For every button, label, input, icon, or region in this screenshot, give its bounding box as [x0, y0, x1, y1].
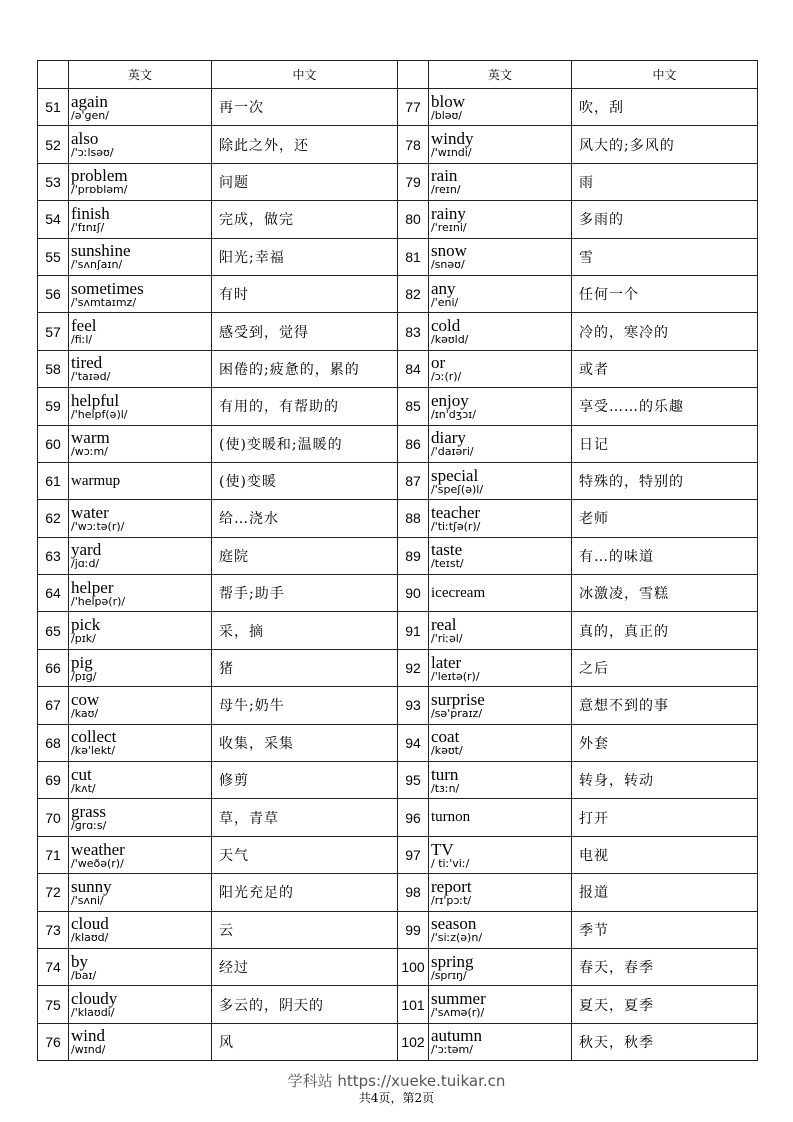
entry-chinese: 阳光充足的: [212, 874, 398, 911]
entry-number: 53: [38, 163, 69, 200]
table-row: [38, 462, 758, 499]
english-word: helper: [71, 577, 114, 597]
entry-number: 86: [398, 425, 429, 462]
phonetic-transcription: /'wɪndi/: [431, 146, 472, 160]
table-row: [38, 313, 758, 350]
header-chinese: 中文: [572, 61, 758, 89]
entry-english: [69, 537, 212, 574]
english-word: warmup: [71, 472, 121, 489]
entry-english: [69, 986, 212, 1023]
entry-english: [429, 762, 572, 799]
english-word: turn: [431, 764, 459, 784]
entry-number: 84: [398, 350, 429, 387]
english-word: finish: [71, 203, 110, 223]
entry-number: 66: [38, 649, 69, 686]
entry-english: [69, 163, 212, 200]
phonetic-transcription: /rɪ'pɔːt/: [431, 893, 472, 907]
table-row: [38, 911, 758, 948]
entry-number: 99: [398, 911, 429, 948]
table-row: [38, 126, 758, 163]
entry-english: [429, 836, 572, 873]
entry-english: [69, 350, 212, 387]
english-word: grass: [71, 802, 106, 822]
table-row: [38, 986, 758, 1023]
entry-english: [69, 388, 212, 425]
entry-english: [429, 89, 572, 126]
entry-english: [69, 762, 212, 799]
header-english: 英文: [429, 61, 572, 89]
entry-english: [69, 275, 212, 312]
english-word: water: [71, 502, 109, 522]
entry-chinese: 电视: [572, 836, 758, 873]
english-word: enjoy: [431, 390, 469, 410]
english-word: spring: [431, 951, 474, 971]
entry-number: 67: [38, 687, 69, 724]
entry-chinese: (使)变暖: [212, 462, 398, 499]
entry-number: 51: [38, 89, 69, 126]
entry-number: 76: [38, 1023, 69, 1060]
entry-chinese: 有…的味道: [572, 537, 758, 574]
entry-english: [69, 874, 212, 911]
phonetic-transcription: /'weðə(r)/: [71, 856, 124, 870]
entry-number: 52: [38, 126, 69, 163]
entry-english: [69, 575, 212, 612]
table-row: [38, 724, 758, 761]
phonetic-transcription: /kaʊ/: [71, 706, 99, 720]
phonetic-transcription: /kəʊt/: [431, 744, 463, 758]
phonetic-transcription: /kʌt/: [71, 781, 96, 795]
entry-chinese: 老师: [572, 500, 758, 537]
entry-english: [69, 687, 212, 724]
entry-number: 79: [398, 163, 429, 200]
entry-chinese: 吹，刮: [572, 89, 758, 126]
table-row: [38, 500, 758, 537]
entry-chinese: 再一次: [212, 89, 398, 126]
header-num: [38, 61, 69, 89]
entry-chinese: 收集，采集: [212, 724, 398, 761]
entry-chinese: 风: [212, 1023, 398, 1060]
english-word: also: [71, 129, 99, 149]
entry-chinese: 日记: [572, 425, 758, 462]
entry-chinese: 帮手;助手: [212, 575, 398, 612]
table-row: [38, 388, 758, 425]
english-word: again: [71, 91, 108, 111]
table-row: [38, 238, 758, 275]
phonetic-transcription: /'leɪtə(r)/: [431, 669, 480, 683]
english-word: sunshine: [71, 241, 131, 261]
english-word: surprise: [431, 689, 485, 709]
table-row: [38, 948, 758, 985]
phonetic-transcription: /tɜːn/: [431, 781, 460, 795]
page-number: 共4页，第2页: [358, 1091, 435, 1105]
phonetic-transcription: /'ɔːtəm/: [431, 1043, 473, 1057]
english-word: diary: [431, 428, 466, 448]
entry-number: 69: [38, 762, 69, 799]
entry-chinese: 季节: [572, 911, 758, 948]
english-word: teacher: [431, 502, 481, 522]
phonetic-transcription: /wɪnd/: [71, 1043, 106, 1057]
entry-english: [69, 612, 212, 649]
entry-chinese: 完成，做完: [212, 201, 398, 238]
entry-number: 68: [38, 724, 69, 761]
phonetic-transcription: /pɪɡ/: [71, 669, 97, 683]
entry-number: 64: [38, 575, 69, 612]
table-row: [38, 275, 758, 312]
entry-number: 57: [38, 313, 69, 350]
table-row: [38, 163, 758, 200]
entry-english: [69, 313, 212, 350]
entry-english: [69, 500, 212, 537]
entry-number: 81: [398, 238, 429, 275]
table-row: [38, 649, 758, 686]
phonetic-transcription: /klaʊd/: [71, 931, 109, 945]
english-word: warm: [71, 428, 110, 448]
entry-chinese: 母牛;奶牛: [212, 687, 398, 724]
english-word: taste: [431, 540, 463, 560]
entry-chinese: 阳光;幸福: [212, 238, 398, 275]
entry-number: 83: [398, 313, 429, 350]
english-word: any: [431, 278, 456, 298]
entry-english: [429, 462, 572, 499]
entry-chinese: 打开: [572, 799, 758, 836]
entry-number: 85: [398, 388, 429, 425]
entry-number: 87: [398, 462, 429, 499]
entry-chinese: 外套: [572, 724, 758, 761]
entry-chinese: 意想不到的事: [572, 687, 758, 724]
entry-chinese: 多雨的: [572, 201, 758, 238]
english-word: pig: [71, 652, 93, 672]
table-row: [38, 836, 758, 873]
table-row: [38, 89, 758, 126]
entry-number: 80: [398, 201, 429, 238]
phonetic-transcription: /sə'praɪz/: [431, 706, 483, 720]
entry-english: [429, 350, 572, 387]
entry-chinese: 猪: [212, 649, 398, 686]
entry-english: [429, 874, 572, 911]
english-word: icecream: [431, 584, 486, 601]
entry-number: 74: [38, 948, 69, 985]
english-word: blow: [431, 91, 465, 111]
vocabulary-table: [37, 60, 758, 1061]
phonetic-transcription: /ɔː(r)/: [431, 370, 462, 384]
entry-english: [429, 687, 572, 724]
entry-english: [69, 724, 212, 761]
entry-chinese: 给…浇水: [212, 500, 398, 537]
entry-english: [429, 126, 572, 163]
entry-chinese: 任何一个: [572, 275, 758, 312]
entry-english: [69, 649, 212, 686]
entry-chinese: 秋天，秋季: [572, 1023, 758, 1060]
english-word: TV: [431, 839, 454, 859]
phonetic-transcription: /teɪst/: [431, 557, 464, 571]
english-word: cloudy: [71, 989, 118, 1009]
entry-english: [429, 313, 572, 350]
entry-number: 88: [398, 500, 429, 537]
entry-chinese: 或者: [572, 350, 758, 387]
entry-number: 97: [398, 836, 429, 873]
entry-english: [429, 1023, 572, 1060]
entry-chinese: 特殊的，特别的: [572, 462, 758, 499]
entry-number: 60: [38, 425, 69, 462]
english-word: special: [431, 465, 479, 485]
entry-english: [429, 948, 572, 985]
entry-english: [429, 575, 572, 612]
entry-chinese: 春天，春季: [572, 948, 758, 985]
entry-number: 96: [398, 799, 429, 836]
entry-english: [429, 500, 572, 537]
entry-number: 70: [38, 799, 69, 836]
phonetic-transcription: /'prɒbləm/: [71, 183, 128, 197]
english-word: wind: [71, 1026, 105, 1046]
entry-english: [429, 799, 572, 836]
phonetic-transcription: / tiː'viː/: [431, 856, 470, 870]
entry-number: 101: [398, 986, 429, 1023]
entry-chinese: 有时: [212, 275, 398, 312]
english-word: season: [431, 914, 477, 934]
entry-chinese: 多云的，阴天的: [212, 986, 398, 1023]
entry-number: 95: [398, 762, 429, 799]
english-word: snow: [431, 241, 467, 261]
english-word: later: [431, 652, 462, 672]
entry-chinese: 云: [212, 911, 398, 948]
phonetic-transcription: /'sʌmtaɪmz/: [71, 295, 137, 309]
entry-chinese: 感受到，觉得: [212, 313, 398, 350]
entry-number: 82: [398, 275, 429, 312]
phonetic-transcription: /'eni/: [431, 295, 459, 309]
phonetic-transcription: /bləʊ/: [431, 108, 463, 122]
entry-number: 65: [38, 612, 69, 649]
entry-chinese: 冷的，寒冷的: [572, 313, 758, 350]
phonetic-transcription: /'ɔːlsəʊ/: [71, 146, 114, 160]
english-word: yard: [71, 540, 102, 560]
entry-chinese: 除此之外，还: [212, 126, 398, 163]
entry-chinese: 修剪: [212, 762, 398, 799]
entry-number: 102: [398, 1023, 429, 1060]
entry-chinese: 雨: [572, 163, 758, 200]
english-word: by: [71, 951, 88, 971]
entry-chinese: 天气: [212, 836, 398, 873]
table-row: [38, 537, 758, 574]
entry-number: 73: [38, 911, 69, 948]
entry-number: 61: [38, 462, 69, 499]
entry-english: [429, 612, 572, 649]
english-word: collect: [71, 727, 117, 747]
header-english: 英文: [69, 61, 212, 89]
phonetic-transcription: /'helpf(ə)l/: [71, 407, 128, 421]
english-word: report: [431, 876, 472, 896]
entry-english: [69, 425, 212, 462]
phonetic-transcription: /'sʌmə(r)/: [431, 1006, 485, 1020]
phonetic-transcription: /'siːz(ə)n/: [431, 931, 483, 945]
entry-chinese: 夏天，夏季: [572, 986, 758, 1023]
entry-number: 94: [398, 724, 429, 761]
table-row: [38, 350, 758, 387]
entry-chinese: 之后: [572, 649, 758, 686]
english-word: problem: [71, 166, 128, 186]
entry-chinese: 有用的，有帮助的: [212, 388, 398, 425]
english-word: coat: [431, 727, 460, 747]
entry-number: 56: [38, 275, 69, 312]
table-row: [38, 425, 758, 462]
entry-english: [429, 388, 572, 425]
english-word: cloud: [71, 914, 109, 934]
entry-chinese: 真的，真正的: [572, 612, 758, 649]
entry-chinese: 雪: [572, 238, 758, 275]
table-body: [38, 89, 758, 1061]
entry-number: 62: [38, 500, 69, 537]
entry-english: [429, 911, 572, 948]
entry-english: [69, 462, 212, 499]
table-row: [38, 575, 758, 612]
phonetic-transcription: /'klaʊdi/: [71, 1006, 115, 1020]
phonetic-transcription: /'sʌnʃaɪn/: [71, 258, 123, 272]
entry-chinese: 经过: [212, 948, 398, 985]
phonetic-transcription: /'wɔːtə(r)/: [71, 519, 125, 533]
phonetic-transcription: /pɪk/: [71, 632, 96, 646]
table-row: [38, 874, 758, 911]
entry-chinese: 享受……的乐趣: [572, 388, 758, 425]
english-word: cow: [71, 689, 100, 709]
entry-number: 91: [398, 612, 429, 649]
entry-english: [69, 89, 212, 126]
english-word: weather: [71, 839, 125, 859]
entry-chinese: 草，青草: [212, 799, 398, 836]
entry-english: [69, 1023, 212, 1060]
phonetic-transcription: /ə'gen/: [71, 108, 109, 122]
english-word: summer: [431, 989, 486, 1009]
phonetic-transcription: /fiːl/: [71, 333, 93, 347]
entry-chinese: 采，摘: [212, 612, 398, 649]
phonetic-transcription: /'speʃ(ə)l/: [431, 482, 484, 496]
entry-number: 98: [398, 874, 429, 911]
entry-chinese: 风大的;多风的: [572, 126, 758, 163]
phonetic-transcription: /wɔːm/: [71, 445, 108, 459]
entry-chinese: 转身，转动: [572, 762, 758, 799]
english-word: turnon: [431, 809, 471, 826]
english-word: autumn: [431, 1026, 482, 1046]
table-row: [38, 612, 758, 649]
entry-english: [429, 275, 572, 312]
english-word: rainy: [431, 203, 466, 223]
phonetic-transcription: /snəʊ/: [431, 258, 465, 272]
entry-english: [69, 799, 212, 836]
entry-number: 75: [38, 986, 69, 1023]
english-word: real: [431, 615, 457, 635]
entry-english: [429, 425, 572, 462]
entry-english: [69, 948, 212, 985]
entry-english: [429, 238, 572, 275]
phonetic-transcription: /sprɪŋ/: [431, 968, 467, 982]
footer-site: 学科站 https://xueke.tuikar.cn: [287, 1072, 506, 1090]
entry-number: 100: [398, 948, 429, 985]
entry-english: [429, 163, 572, 200]
phonetic-transcription: /baɪ/: [71, 968, 97, 982]
entry-english: [69, 238, 212, 275]
english-word: pick: [71, 615, 101, 635]
entry-number: 54: [38, 201, 69, 238]
table-row: [38, 201, 758, 238]
entry-number: 71: [38, 836, 69, 873]
entry-chinese: 困倦的;疲惫的，累的: [212, 350, 398, 387]
english-word: sometimes: [71, 278, 144, 298]
phonetic-transcription: /'reɪni/: [431, 220, 467, 234]
phonetic-transcription: /jɑːd/: [71, 557, 100, 571]
entry-chinese: 问题: [212, 163, 398, 200]
table-row: [38, 687, 758, 724]
phonetic-transcription: /'helpə(r)/: [71, 594, 126, 608]
table-row: [38, 1023, 758, 1060]
phonetic-transcription: /kə'lekt/: [71, 744, 116, 758]
english-word: helpful: [71, 390, 120, 410]
phonetic-transcription: /kəʊld/: [431, 333, 469, 347]
entry-number: 93: [398, 687, 429, 724]
phonetic-transcription: /reɪn/: [431, 183, 461, 197]
entry-number: 78: [398, 126, 429, 163]
english-word: sunny: [71, 876, 112, 896]
table-row: [38, 762, 758, 799]
entry-number: 77: [398, 89, 429, 126]
phonetic-transcription: /'riːəl/: [431, 632, 463, 646]
english-word: rain: [431, 166, 458, 186]
entry-number: 58: [38, 350, 69, 387]
entry-english: [429, 986, 572, 1023]
entry-number: 72: [38, 874, 69, 911]
entry-english: [69, 126, 212, 163]
entry-english: [429, 724, 572, 761]
entry-english: [69, 911, 212, 948]
table-header-row: [38, 61, 758, 89]
entry-number: 63: [38, 537, 69, 574]
entry-english: [69, 201, 212, 238]
english-word: or: [431, 353, 446, 373]
phonetic-transcription: /ɪn'dʒɔɪ/: [431, 407, 476, 421]
table-row: [38, 799, 758, 836]
phonetic-transcription: /'tiːtʃə(r)/: [431, 519, 481, 533]
header-num: [398, 61, 429, 89]
phonetic-transcription: /ɡrɑːs/: [71, 819, 107, 833]
english-word: windy: [431, 129, 474, 149]
entry-english: [429, 537, 572, 574]
entry-chinese: 报道: [572, 874, 758, 911]
entry-number: 55: [38, 238, 69, 275]
entry-number: 92: [398, 649, 429, 686]
entry-chinese: 冰激凌，雪糕: [572, 575, 758, 612]
header-chinese: 中文: [212, 61, 398, 89]
entry-chinese: (使)变暖和;温暖的: [212, 425, 398, 462]
english-word: cut: [71, 764, 92, 784]
phonetic-transcription: /'fɪnɪʃ/: [71, 220, 105, 234]
entry-number: 59: [38, 388, 69, 425]
entry-english: [429, 649, 572, 686]
english-word: cold: [431, 316, 461, 336]
entry-english: [429, 201, 572, 238]
entry-english: [69, 836, 212, 873]
phonetic-transcription: /'daɪəri/: [431, 445, 474, 459]
entry-number: 90: [398, 575, 429, 612]
english-word: tired: [71, 353, 103, 373]
entry-number: 89: [398, 537, 429, 574]
english-word: feel: [71, 316, 97, 336]
entry-chinese: 庭院: [212, 537, 398, 574]
phonetic-transcription: /'sʌni/: [71, 893, 104, 907]
phonetic-transcription: /'taɪəd/: [71, 370, 111, 384]
